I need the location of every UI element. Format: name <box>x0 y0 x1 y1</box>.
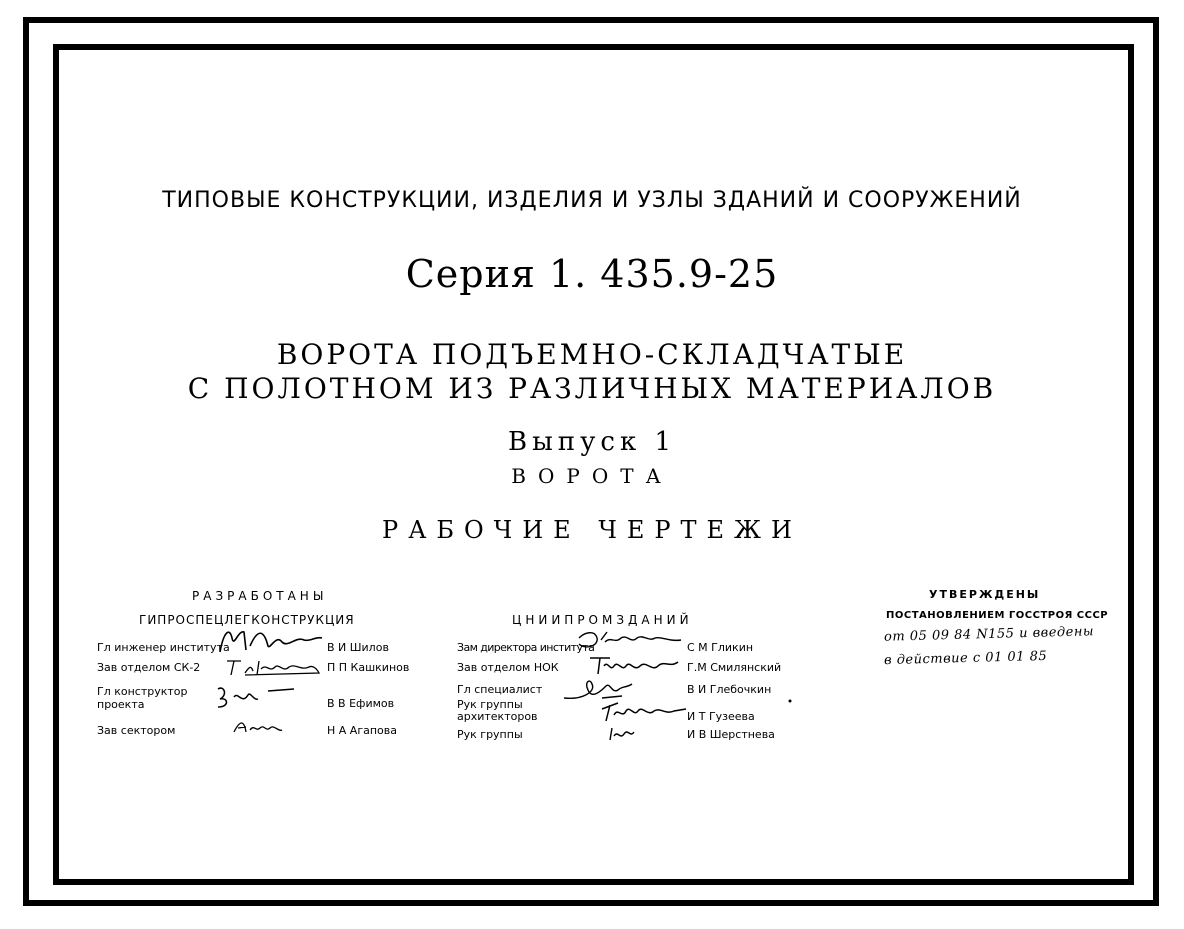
developed-name: В И Шилов <box>327 641 389 654</box>
series-category: ТИПОВЫЕ КОНСТРУКЦИИ, ИЗДЕЛИЯ И УЗЛЫ ЗДАНИЙ И СООРУЖЕНИЙ <box>162 188 1022 213</box>
signature <box>218 626 323 656</box>
working-drawings-label: РАБОЧИЕ ЧЕРТЕЖИ <box>382 516 802 544</box>
developed-heading: РАЗРАБОТАНЫ <box>192 589 328 603</box>
title-line-2: С ПОЛОТНОМ ИЗ РАЗЛИЧНЫХ МАТЕРИАЛОВ <box>187 372 997 405</box>
cniipz-name: В И Глебочкин <box>687 683 772 696</box>
developed-role-line2: проекта <box>97 698 145 711</box>
signature <box>575 628 685 654</box>
cniipz-role: Рук группы <box>457 698 523 711</box>
developed-name: П П Кашкинов <box>327 661 410 674</box>
developed-name: В В Ефимов <box>327 697 395 710</box>
cniipz-name: И В Шерстнева <box>687 728 775 741</box>
cniipz-name: Г.М Смилянский <box>687 661 782 674</box>
developed-role: Зав сектором <box>97 724 176 737</box>
approved-line-1: ПОСТАНОВЛЕНИЕМ ГОССТРОЯ СССР <box>886 610 1109 621</box>
cniipz-name: С М Гликин <box>687 641 754 654</box>
developed-role: Зав отделом СК-2 <box>97 661 201 674</box>
developed-role: Гл инженер института <box>97 641 230 654</box>
signature <box>588 654 680 678</box>
cniipz-name: И Т Гузеева <box>687 710 755 723</box>
cniipz-role: Зав отделом НОК <box>457 661 559 674</box>
cniipz-role-line2: архитекторов <box>457 710 538 723</box>
signature <box>232 718 284 736</box>
cniipz-role: Гл специалист <box>457 683 543 696</box>
mark <box>787 698 793 704</box>
cniipz-role: Зам директора института <box>457 641 595 654</box>
issue-number: Выпуск 1 <box>507 427 677 457</box>
issue-subtitle: ВОРОТА <box>511 464 673 488</box>
signature <box>600 699 690 725</box>
cniipz-org: ЦНИИПРОМЗДАНИЙ <box>512 613 693 627</box>
developed-role: Гл конструктор <box>97 685 188 698</box>
cniipz-role: Рук группы <box>457 728 523 741</box>
signature <box>225 657 321 679</box>
developed-org: ГИПРОСПЕЦЛЕГКОНСТРУКЦИЯ <box>139 613 355 627</box>
developed-name: Н А Агапова <box>327 724 397 737</box>
approved-line-2: от 05 09 84 N155 и введены <box>883 624 1095 645</box>
signature <box>214 683 298 713</box>
signature <box>608 724 638 744</box>
approved-heading: УТВЕРЖДЕНЫ <box>929 588 1041 601</box>
series-number: Серия 1. 435.9-25 <box>405 252 779 296</box>
title-line-1: ВОРОТА ПОДЪЕМНО-СКЛАДЧАТЫЕ <box>276 338 908 371</box>
approved-line-3: в действие с 01 01 85 <box>883 648 1048 669</box>
